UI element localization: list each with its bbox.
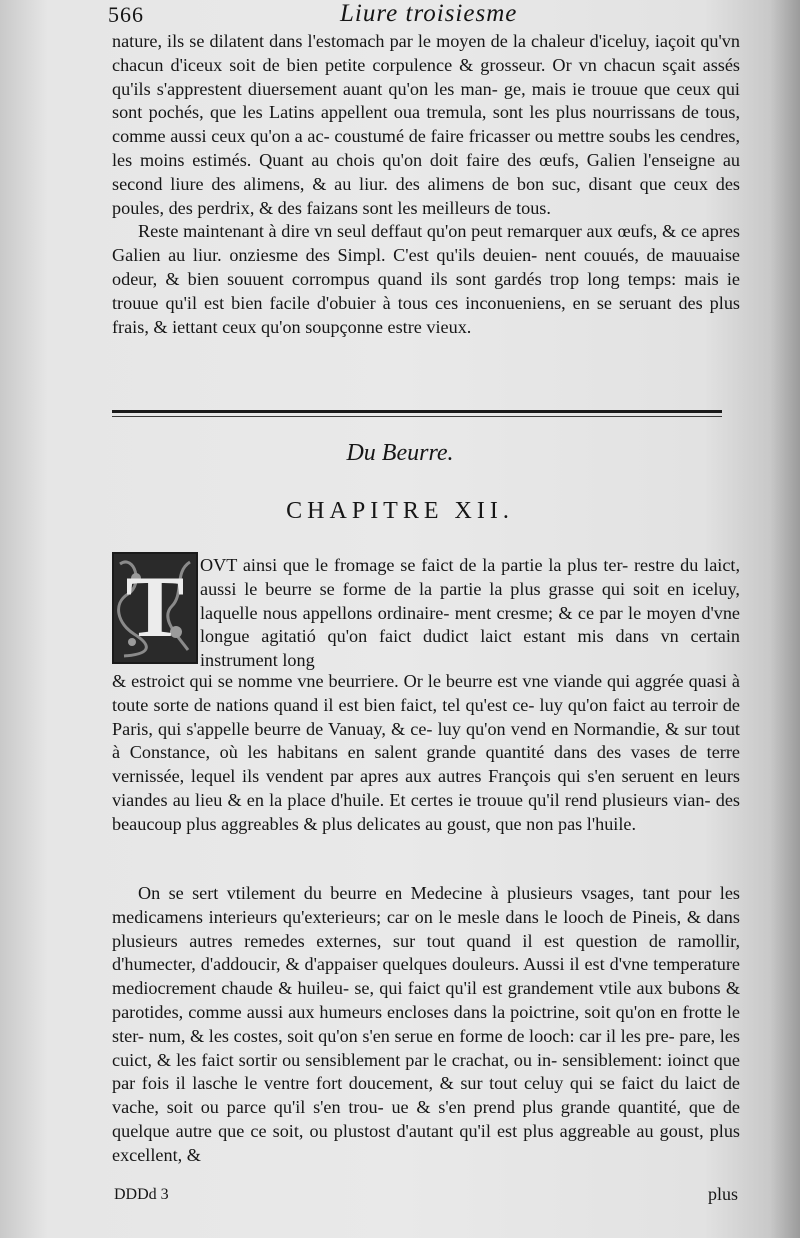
text-line: grasse qui soit en iceluy, laquelle nous appellons ordinaire- xyxy=(200,578,740,623)
paragraph-butter-medicine xyxy=(112,882,740,1168)
section-divider xyxy=(112,410,722,413)
text-line: faict dudict laict estant mis dans vn certain instrument long xyxy=(200,626,740,671)
text-line: & estroict qui se nomme vne beurriere. Or le beurre est vne viande qui xyxy=(112,671,636,691)
text-line: nent couués, de mauuaise odeur, & bien souuent corrompus quand ils xyxy=(112,245,740,289)
text-line: ge, mais ie trouue que ceux qui sont pochés, que les Latins appellent xyxy=(112,78,740,123)
text-line: douleurs. Aussi il est d'vne temperature mediocrement chaude & huileu- xyxy=(112,954,740,999)
text-line: Quant au chois qu'on doit faire des œufs, Galien l'enseigne au second xyxy=(112,149,740,194)
catchword: plus xyxy=(707,1184,738,1204)
paragraph-butter-intro-head xyxy=(200,554,740,673)
text-line: Reste maintenant à dire vn seul deffaut qu'on peut remarquer aux xyxy=(138,221,618,242)
text-line: sensiblement: ioinct que par fois il lasche le ventre fort doucement, & xyxy=(112,1049,740,1094)
text-line: à tous ces inconueniens, en se seruant des plus frais, & iettant ceux qu'on xyxy=(112,292,740,337)
text-line: oua tremula, sont les plus nourrissans de tous, comme aussi ceux qu'on a ac- xyxy=(112,102,741,147)
text-line: luy qu'on vend en Normandie, & sur tout à Constance, où les habitans xyxy=(112,718,740,763)
signature-mark: DDDd 3 xyxy=(114,1186,169,1203)
text-line: pour les medicamens interieurs qu'exterieurs; car on le mesle dans le looch xyxy=(112,883,741,927)
text-line: restre du laict, aussi le beurre se forme de la partie la plus xyxy=(200,555,740,599)
text-line: luy qu'on faict au terroir de Paris, qui s'appelle beurre de Vanuay, & ce- xyxy=(112,694,740,739)
section-title: Du Beurre. xyxy=(346,440,454,466)
text-line: coustumé de faire fricasser ou mettre soubs les cendres, les moins estimés. xyxy=(112,126,740,170)
text-line: question de ramollir, d'humecter, d'addoucir, & d'appaiser quelques xyxy=(112,930,741,975)
text-line: On se sert vtilement du beurre en Medecine à plusieurs vsages, tant xyxy=(138,883,679,903)
text-line: num, & les costes, soit qu'on s'en serue en forme de looch: car il les pre- xyxy=(148,1025,680,1046)
text-line: vn chacun sçait assés qu'ils s'apprestent diuersement auant qu'on les man- xyxy=(112,54,740,99)
text-line: sur tout celuy qui se faict du laict de vache, soit ou parce qu'il s'en trou- xyxy=(112,1073,740,1118)
text-line: aggrée quasi à toute sorte de nations quand il est bien faict, tel qu'est ce- xyxy=(112,671,740,715)
chapter-title: CHAPITRE XII. xyxy=(286,498,514,524)
text-line: des beaucoup plus aggreables & plus delicates au goust, que non pas xyxy=(112,789,740,834)
text-line: vendent par apres aux autres François qui s'en seruent en leurs viandes xyxy=(112,766,740,810)
text-line: de Pineis, & dans plusieurs autres remedes externes, sur tout quand il est xyxy=(112,906,740,951)
page-edge-shadow xyxy=(770,0,800,1238)
section-divider-thin xyxy=(112,416,722,417)
initial-letter: T xyxy=(125,559,185,656)
page-number: 566 xyxy=(108,2,144,27)
page-header xyxy=(0,0,800,30)
text-line: aussi aux humeurs encloses dans la poictrine, soit qu'on en frotte le ster- xyxy=(112,1001,740,1046)
text-line: l'huile. xyxy=(586,813,637,834)
ornamental-initial xyxy=(112,552,198,664)
paragraph-butter-intro xyxy=(112,670,740,837)
text-line: ue & s'en prend plus grande quantité, que de quelque autre que ce soit, xyxy=(112,1097,740,1141)
text-line: OVT ainsi que le fromage se faict de la partie la plus ter- xyxy=(200,555,634,575)
text-line: nature, ils se dilatent dans l'estomach par le moyen de la chaleur d'iceluy, xyxy=(112,31,655,51)
text-line: se, qui faict qu'il est grandement vtile aux bubons & parotides, comme xyxy=(112,978,740,1022)
text-line: pare, les cuict, & les faict sortir ou sensiblement par le crachat, ou in- xyxy=(112,1025,740,1070)
paragraph-body xyxy=(112,670,740,837)
text-line: œufs, & ce apres Galien au liur. onziesme des Simpl. C'est qu'ils deuien- xyxy=(112,221,740,266)
text-line: poules, des perdrix, & des faizans sont les meilleurs de tous. xyxy=(112,197,551,218)
text-line: au lieu & en la place d'huile. Et certes ie trouue qu'il rend plusieurs vian- xyxy=(172,789,716,810)
text-line: soupçonne estre vieux. xyxy=(305,316,472,337)
text-block-eggs xyxy=(112,30,740,339)
paragraph-eggs-defect xyxy=(112,220,740,339)
running-head: Liure troisiesme xyxy=(340,0,518,27)
text-line: ment cresme; & ce par le moyen d'vne longue agitatió qu'on xyxy=(200,602,740,647)
text-line: ou plustost d'autant qu'il est plus aggreable au goust, plus excellent, & xyxy=(112,1120,741,1165)
paragraph-body xyxy=(112,882,740,1168)
text-line: sont gardés trop long temps: mais ie trouue qu'il est bien facile d'obuier xyxy=(112,268,740,313)
text-line: iaçoit qu'vn chacun d'iceux soit de bien petite corpulence & grosseur. Or xyxy=(112,31,740,75)
paragraph-eggs-conclusion xyxy=(112,30,740,220)
text-line: en salent grande quantité dans des vases de terre vernissée, lequel ils xyxy=(112,742,740,787)
text-line: liure des alimens, & au liur. des alimens de bon suc, disant que ceux des xyxy=(170,173,740,194)
